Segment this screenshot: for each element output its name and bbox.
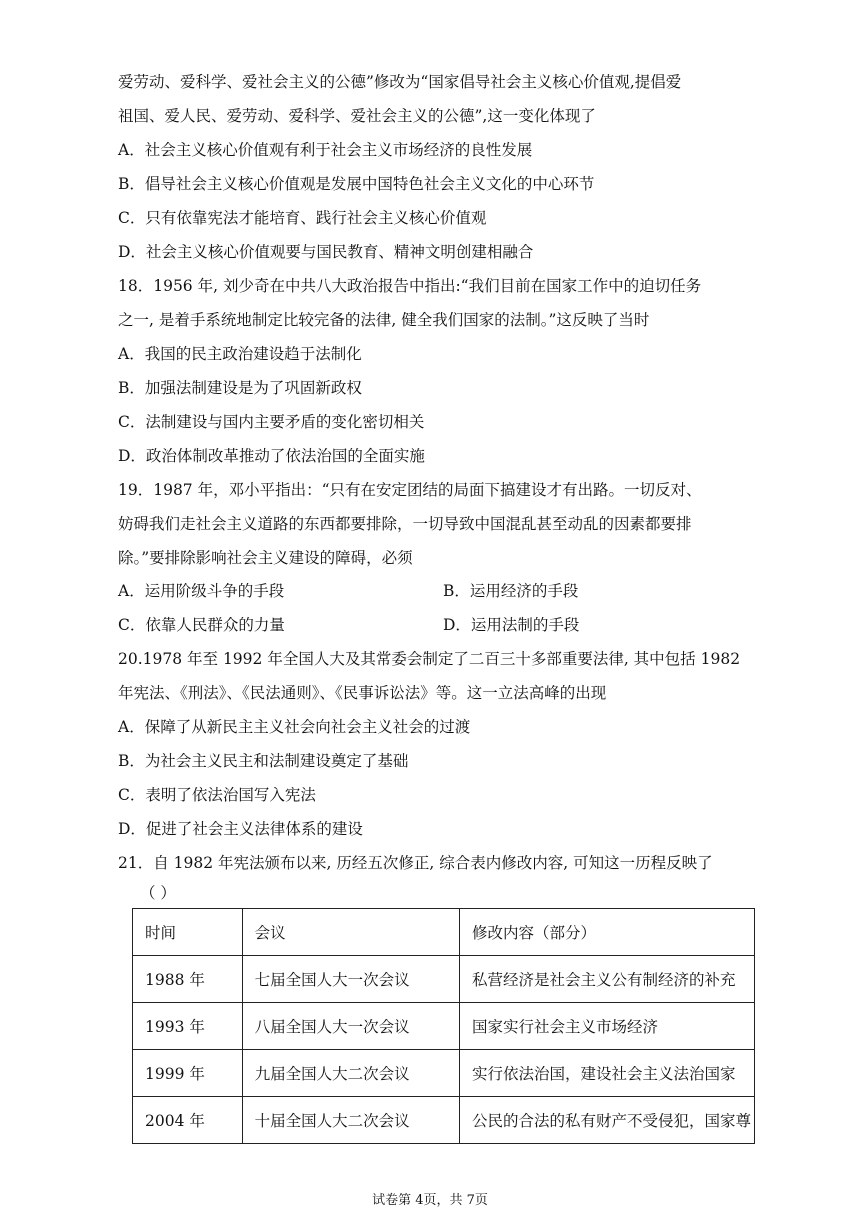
q19-stem-line-2: 妨碍我们走社会主义道路的东西都要排除，一切导致中国混乱甚至动乱的因素都要排: [118, 515, 692, 533]
table-cell: 1988 年: [133, 956, 243, 1003]
page-footer: 试卷第 4页，共 7页: [372, 1193, 488, 1208]
q18-option-c: C．法制建设与国内主要矛盾的变化密切相关: [118, 413, 425, 431]
table-cell: 1999 年: [133, 1050, 243, 1097]
amendment-table: [132, 908, 755, 1144]
q18-stem-line-2: 之一, 是着手系统地制定比较完备的法律, 健全我们国家的法制。”这反映了当时: [118, 311, 650, 329]
table-cell: 九届全国人大二次会议: [242, 1050, 459, 1097]
q18-option-a: A．我国的民主政治建设趋于法制化: [118, 345, 362, 363]
table-row: [133, 1050, 755, 1097]
q21-stem-line-1: 21．自 1982 年宪法颁布以来, 历经五次修正, 综合表内修改内容, 可知这一历程反映了: [118, 854, 713, 872]
table-cell: 国家实行社会主义市场经济: [460, 1003, 755, 1050]
table-row: [133, 956, 755, 1003]
q19-option-d: D．运用法制的手段: [443, 616, 580, 634]
q19-option-a: A．运用阶级斗争的手段: [118, 582, 285, 600]
q19-stem-line-3: 除。”要排除影响社会主义建设的障碍，必须: [118, 549, 413, 567]
table-cell: 私营经济是社会主义公有制经济的补充: [460, 956, 755, 1003]
table-cell: 实行依法治国，建设社会主义法治国家: [460, 1050, 755, 1097]
table-header-cell: 时间: [133, 909, 243, 956]
q20-option-c: C．表明了依法治国写入宪法: [118, 786, 316, 804]
q20-option-d: D．促进了社会主义法律体系的建设: [118, 820, 363, 838]
table-header-cell: 修改内容（部分）: [460, 909, 755, 956]
q20-stem-line-2: 年宪法、《刑法》、《民法通则》、《民事诉讼法》等。这一立法高峰的出现: [118, 684, 607, 702]
q18-option-d: D．政治体制改革推动了依法治国的全面实施: [118, 447, 425, 465]
q19-option-b: B．运用经济的手段: [443, 582, 579, 600]
table-header-row: [133, 909, 755, 956]
q18-stem-line-1: 18．1956 年, 刘少奇在中共八大政治报告中指出:“我们目前在国家工作中的迫切任务: [118, 277, 702, 295]
q21-answer-blank: （ ）: [140, 884, 176, 902]
table-cell: 2004 年: [133, 1097, 243, 1144]
q17-stem-line-2: 祖国、爱人民、爱劳动、爱科学、爱社会主义的公德”,这一变化体现了: [118, 107, 596, 125]
q19-option-c: C．依靠人民群众的力量: [118, 616, 285, 634]
q17-option-c: C．只有依靠宪法才能培育、践行社会主义核心价值观: [118, 209, 487, 227]
table-cell: 七届全国人大一次会议: [242, 956, 459, 1003]
table-cell: 十届全国人大二次会议: [242, 1097, 459, 1144]
q17-option-d: D．社会主义核心价值观要与国民教育、精神文明创建相融合: [118, 243, 534, 261]
q20-option-b: B．为社会主义民主和法制建设奠定了基础: [118, 752, 409, 770]
q19-stem-line-1: 19．1987 年，邓小平指出：“只有在安定团结的局面下搞建设才有出路。一切反对、: [118, 481, 702, 499]
table-cell: 公民的合法的私有财产不受侵犯，国家尊: [460, 1097, 755, 1144]
q17-option-a: A．社会主义核心价值观有利于社会主义市场经济的良性发展: [118, 141, 533, 159]
table-header-cell: 会议: [242, 909, 459, 956]
table-cell: 1993 年: [133, 1003, 243, 1050]
q20-option-a: A．保障了从新民主主义社会向社会主义社会的过渡: [118, 718, 471, 736]
table-row: [133, 1097, 755, 1144]
table-cell: 八届全国人大一次会议: [242, 1003, 459, 1050]
q18-option-b: B．加强法制建设是为了巩固新政权: [118, 379, 362, 397]
q20-stem-line-1: 20.1978 年至 1992 年全国人大及其常委会制定了二百三十多部重要法律, 其中包括 1982: [118, 650, 741, 668]
q17-stem-line-1: 爱劳动、爱科学、爱社会主义的公德”修改为“国家倡导社会主义核心价值观,提倡爱: [118, 73, 682, 91]
table-row: [133, 1003, 755, 1050]
q17-option-b: B．倡导社会主义核心价值观是发展中国特色社会主义文化的中心环节: [118, 175, 595, 193]
